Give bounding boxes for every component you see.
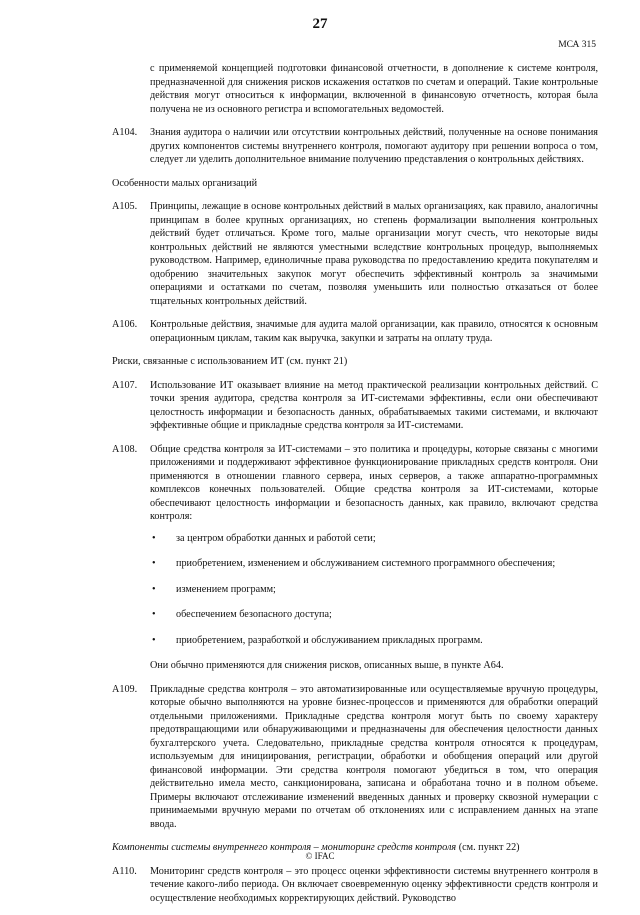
paragraph-a109 <box>112 683 598 832</box>
paragraph-text: Мониторинг средств контроля – это процесс оценки эффективности системы внутреннего контроля в течение какого-либо периода. Он включает своевременную оценку эффективности средств контроля и осуществление необходимых корректирующих действий. Руководство <box>150 865 598 904</box>
paragraph-text: Принципы, лежащие в основе контрольных действий в малых организациях, как правило, аналогичны принципам в более крупных организациях, но степень формализации выполнения контрольных действий будет отличаться. Кроме того, малые организации могут счесть, что некоторые виды контрольных действий не являются уместными вследствие контрольных процедур, выполняемых руководством. Например, единоличные права руководства по предоставлению кредита покупателям и одобрению значительных закупок могут обеспечить эффективный контроль за значимыми операциями и остатками по счетам, позволяя уменьшить или полностью отказаться от более тщательных контрольных действий. <box>150 201 598 307</box>
paragraph-a108 <box>112 443 598 524</box>
paragraph-number: A104. <box>112 127 138 138</box>
paragraph-number: A109. <box>112 683 138 695</box>
bullet-icon: • <box>152 634 156 646</box>
list-item: • изменением программ; <box>152 583 276 595</box>
paragraph-a105 <box>112 200 598 308</box>
paragraph-text: Прикладные средства контроля – это автоматизированные или осуществляемые вручную процедуры, которые обычно выполняются на уровне бизнес-процессов и применяются для обработки операций отдельными приложениями. Прикладные средства контроля могут быть по своему характеру предотвращающими или обнаруживающими и предназначены для обеспечения целостности данных бухгалтерского учета. Следовательно, прикладные средства контроля относятся к процедурам, используемым для инициирования, регистрации, обработки и обобщения операций или другой финансовой информации. Эти средства контроля помогают убедиться в том, что операция действительно имела место, санкционирована, записана и обработана точно и в полном объеме. Примеры включают отслеживание изменений введенных данных и проверку сквозной нумерации с принимаемыми вручную мерами по отчетам об отклонениях или с исправлением данных на этапе ввода. <box>150 683 598 830</box>
bullet-icon: • <box>152 558 156 569</box>
paragraph-number: A107. <box>112 379 138 391</box>
bullet-icon: • <box>152 609 156 620</box>
paragraph-number: A105. <box>112 201 138 212</box>
paragraph-a108-closing: Они обычно применяются для снижения рисков, описанных выше, в пункте A64. <box>150 660 504 671</box>
paragraph-a110 <box>112 865 598 906</box>
intro-paragraph: с применяемой концепцией подготовки финансовой отчетности, в дополнение к системе контроля, предназначенной для снижения рисков искажения остатков по счетам и операций. Такие контрольные действия могут относиться к информации, включенной в финансовую отчетность, которая была получена не из основного регистра и вспомогательных ведомостей. <box>150 63 598 115</box>
heading-it-risks: Риски, связанные с использованием ИТ (см. пункт 21) <box>112 356 348 367</box>
paragraph-number: A106. <box>112 319 138 330</box>
bullet-icon: • <box>152 583 156 595</box>
heading-small-entities: Особенности малых организаций <box>112 177 258 189</box>
paragraph-text: Знания аудитора о наличии или отсутствии контрольных действий, полученные на основе понимания других компонентов системы внутреннего контроля, помогают аудитору при решении вопроса о том, следует ли уделить дополнительное внимание получению представления о контрольных действиях. <box>150 127 598 165</box>
paragraph-number: A108. <box>112 443 138 455</box>
paragraph-text: Контрольные действия, значимые для аудита малой организации, как правило, относятся к основным операционным циклам, таким как выручка, закупки и затраты на оплату труда. <box>150 319 598 344</box>
paragraph-text: Использование ИТ оказывает влияние на метод практической реализации контрольных действий. С точки зрения аудитора, средства контроля за ИТ-системами эффективны, если они обеспечивают целостность информации и безопасность данных, обрабатываемых такими системами, и включают эффективные общие и прикладные средства контроля за ИТ-системами. <box>150 379 598 431</box>
paragraph-number: A110. <box>112 865 137 877</box>
heading-monitoring-italic: Компоненты системы внутреннего контроля – мониторинг средств контроля <box>112 842 457 853</box>
paragraph-a106 <box>112 318 598 345</box>
copyright-footer: © IFAC <box>305 851 335 861</box>
list-item: • за центром обработки данных и работой сети; <box>152 532 376 544</box>
document-code: МСА 315 <box>558 40 596 50</box>
page-number: 27 <box>312 16 328 32</box>
list-item: • обеспечением безопасного доступа; <box>152 609 332 620</box>
paragraph-a107 <box>112 379 598 433</box>
list-item: • приобретением, разработкой и обслуживанием прикладных программ. <box>152 634 483 646</box>
paragraph-text: Общие средства контроля за ИТ-системами – это политика и процедуры, которые связаны с многими приложениями и поддерживают эффективное функционирование прикладных средств контроля. Они применяются в отношении главного сервера, иных серверов, а также аппаратно-программных комплексов конечных пользователей. Общие средства контроля за ИТ-системами, которые обеспечивают целостность информации и безопасность данных, как правило, включают средства контроля: <box>150 443 598 522</box>
it-controls-list <box>150 532 598 648</box>
bullet-icon: • <box>152 532 156 544</box>
page-content <box>112 62 598 915</box>
list-item: • приобретением, изменением и обслуживанием системного программного обеспечения; <box>152 558 556 569</box>
heading-monitoring-ref: (см. пункт 22) <box>456 842 520 853</box>
paragraph-a104 <box>112 126 598 167</box>
